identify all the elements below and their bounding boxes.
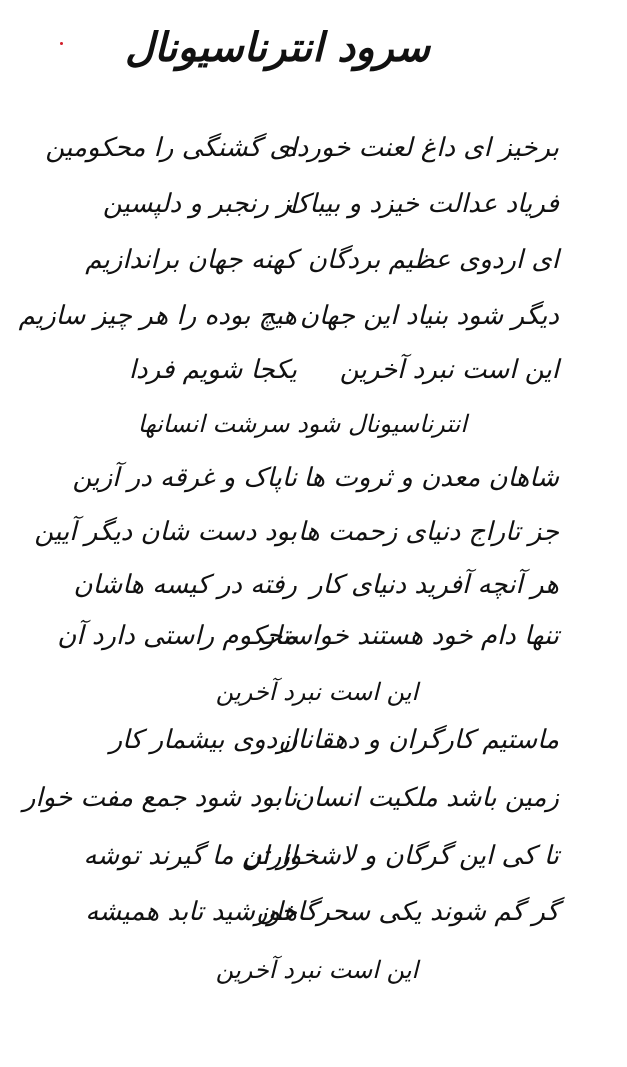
- stanza2-line1-right: شاهان معدن و ثروت ها: [303, 463, 559, 493]
- stanza3-line4-left: خورشید تابد همیشه: [85, 897, 297, 927]
- stanza1-line3-left: کهنه جهان براندازیم: [85, 245, 297, 275]
- stanza3-line4-right: گر گم شوند یکی سحرگاهان: [256, 897, 559, 927]
- stanza3-line2-left: نابود شود جمع مفت خوار: [22, 783, 297, 813]
- stanza3-line1-right: ماستیم کارگران و دهقانان: [278, 725, 559, 755]
- stanza1-line2-right: فریاد عدالت خیزد و بیباک: [286, 189, 559, 219]
- stanza2-line4-left: محکوم راستی دارد آن: [57, 621, 297, 651]
- stanza2-line4-right: تنها دام خود هستند خواستار: [261, 621, 559, 651]
- ink-dot: [60, 42, 63, 45]
- stanza1-line5-left: یکجا شویم فردا: [128, 355, 297, 385]
- poem-title: سرود انترناسیونال: [125, 24, 430, 71]
- stanza2-line3-left: رفته در کیسه هاشان: [73, 570, 297, 600]
- stanza1-line5-right: این است نبرد آخرین: [339, 355, 559, 385]
- stanza3-line1-left: اردوی بیشمار کار: [109, 725, 297, 755]
- stanza2-line1-left: ناپاک و غرقه در آزین: [72, 463, 297, 493]
- stanza3-line3-left: از تن ما گیرند توشه: [83, 841, 297, 871]
- stanza1-line1-right: برخیز ای داغ لعنت خورده: [283, 133, 559, 163]
- stanza3-line3-right: تا کی این گرگان و لاشخواران: [242, 841, 559, 871]
- stanza1-line3-right: ای اردوی عظیم بردگان: [307, 245, 559, 275]
- refrain-2: این است نبرد آخرین: [215, 678, 419, 706]
- stanza2-line2-right: جز تاراج دنیای زحمت ها: [298, 517, 559, 547]
- stanza1-line4-left: هیچ بوده را هر چیز سازیم: [18, 301, 297, 331]
- stanza1-line2-left: از رنجبر و دلپسین: [102, 189, 297, 219]
- stanza3-line2-right: زمین باشد ملکیت انسان: [294, 783, 559, 813]
- stanza2-line3-right: هر آنچه آفرید دنیای کار: [310, 570, 559, 600]
- stanza2-line2-left: بود دست شان دیگر آیین: [34, 517, 297, 547]
- stanza1-line1-left: ای گشنگی را محکومین: [45, 133, 297, 163]
- stanza1-line4-right: دیگر شود بنیاد این جهان: [299, 301, 559, 331]
- refrain-3: این است نبرد آخرین: [215, 956, 419, 984]
- refrain-1: انترناسیونال شود سرشت انسانها: [137, 410, 467, 438]
